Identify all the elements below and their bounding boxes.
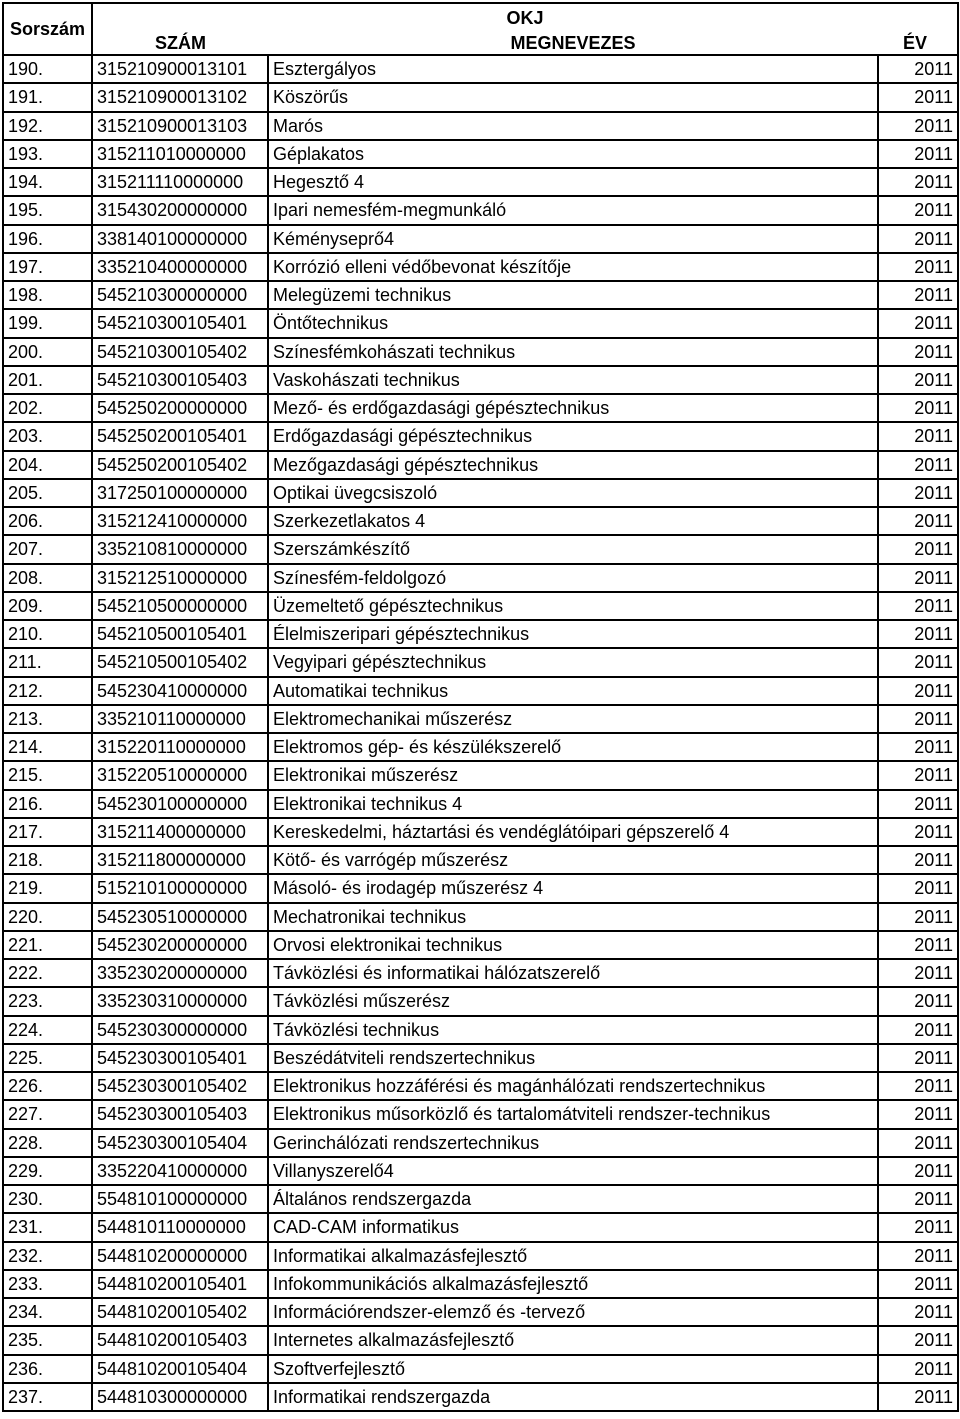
row-number: 217. xyxy=(3,818,92,846)
row-number: 230. xyxy=(3,1185,92,1213)
occupation-name: Beszédátviteli rendszertechnikus xyxy=(268,1044,878,1072)
table-row xyxy=(3,1129,958,1157)
okj-code: 335210110000000 xyxy=(92,705,268,733)
occupation-name: Villanyszerelő4 xyxy=(268,1157,878,1185)
header-sorszam: Sorszám xyxy=(3,3,92,55)
year: 2011 xyxy=(878,168,958,196)
row-number: 204. xyxy=(3,451,92,479)
row-number: 197. xyxy=(3,253,92,281)
okj-code: 545210300105401 xyxy=(92,309,268,337)
year: 2011 xyxy=(878,281,958,309)
header-megnevezes: MEGNEVEZES xyxy=(268,31,878,55)
year: 2011 xyxy=(878,1213,958,1241)
table-row xyxy=(3,733,958,761)
occupation-name: Esztergályos xyxy=(268,55,878,83)
okj-code: 315220510000000 xyxy=(92,761,268,789)
year: 2011 xyxy=(878,818,958,846)
table-row xyxy=(3,1298,958,1326)
table-row xyxy=(3,1044,958,1072)
table-row xyxy=(3,1213,958,1241)
okj-code: 315430200000000 xyxy=(92,196,268,224)
table-row xyxy=(3,83,958,111)
year: 2011 xyxy=(878,1326,958,1354)
okj-code: 335210810000000 xyxy=(92,535,268,563)
year: 2011 xyxy=(878,790,958,818)
table-row xyxy=(3,1270,958,1298)
table-row xyxy=(3,535,958,563)
row-number: 237. xyxy=(3,1383,92,1411)
row-number: 196. xyxy=(3,225,92,253)
occupation-name: Optikai üvegcsiszoló xyxy=(268,479,878,507)
row-number: 192. xyxy=(3,112,92,140)
row-number: 222. xyxy=(3,959,92,987)
row-number: 210. xyxy=(3,620,92,648)
table-row xyxy=(3,931,958,959)
occupation-name: Informatikai rendszergazda xyxy=(268,1383,878,1411)
occupation-name: Elektronikai technikus 4 xyxy=(268,790,878,818)
year: 2011 xyxy=(878,140,958,168)
table-row xyxy=(3,112,958,140)
table-row xyxy=(3,309,958,337)
year: 2011 xyxy=(878,366,958,394)
table-row xyxy=(3,790,958,818)
table-row xyxy=(3,620,958,648)
occupation-name: Öntőtechnikus xyxy=(268,309,878,337)
table-row xyxy=(3,648,958,676)
okj-code: 545230300105403 xyxy=(92,1100,268,1128)
row-number: 226. xyxy=(3,1072,92,1100)
year: 2011 xyxy=(878,309,958,337)
year: 2011 xyxy=(878,564,958,592)
occupation-name: Kéményseprő4 xyxy=(268,225,878,253)
occupation-name: Általános rendszergazda xyxy=(268,1185,878,1213)
year: 2011 xyxy=(878,761,958,789)
table-row xyxy=(3,959,958,987)
row-number: 201. xyxy=(3,366,92,394)
year: 2011 xyxy=(878,1100,958,1128)
okj-code: 315210900013102 xyxy=(92,83,268,111)
year: 2011 xyxy=(878,1383,958,1411)
occupation-name: Korrózió elleni védőbevonat készítője xyxy=(268,253,878,281)
occupation-name: Üzemeltető gépésztechnikus xyxy=(268,592,878,620)
table-row xyxy=(3,479,958,507)
row-number: 221. xyxy=(3,931,92,959)
occupation-name: Elektronikai műszerész xyxy=(268,761,878,789)
okj-code: 545210300000000 xyxy=(92,281,268,309)
row-number: 195. xyxy=(3,196,92,224)
occupation-name: Gerinchálózati rendszertechnikus xyxy=(268,1129,878,1157)
table-row xyxy=(3,1100,958,1128)
okj-code: 315211400000000 xyxy=(92,818,268,846)
occupation-name: Hegesztő 4 xyxy=(268,168,878,196)
occupation-name: Elektronikus hozzáférési és magánhálózati rendszertechnikus xyxy=(268,1072,878,1100)
year: 2011 xyxy=(878,705,958,733)
table-row xyxy=(3,55,958,83)
row-number: 209. xyxy=(3,592,92,620)
header-szam: SZÁM xyxy=(92,31,268,55)
year: 2011 xyxy=(878,648,958,676)
row-number: 234. xyxy=(3,1298,92,1326)
okj-code: 545210500105401 xyxy=(92,620,268,648)
table-row xyxy=(3,677,958,705)
okj-code: 545230300000000 xyxy=(92,1016,268,1044)
okj-code: 545250200105402 xyxy=(92,451,268,479)
okj-code: 545210500105402 xyxy=(92,648,268,676)
table-row xyxy=(3,1185,958,1213)
occupation-name: Internetes alkalmazásfejlesztő xyxy=(268,1326,878,1354)
occupation-name: Orvosi elektronikai technikus xyxy=(268,931,878,959)
row-number: 190. xyxy=(3,55,92,83)
row-number: 219. xyxy=(3,874,92,902)
occupation-name: Köszörűs xyxy=(268,83,878,111)
okj-code: 545230200000000 xyxy=(92,931,268,959)
table-row xyxy=(3,987,958,1015)
row-number: 211. xyxy=(3,648,92,676)
year: 2011 xyxy=(878,1242,958,1270)
table-row xyxy=(3,140,958,168)
table-row xyxy=(3,592,958,620)
occupation-name: Automatikai technikus xyxy=(268,677,878,705)
okj-code: 544810200105404 xyxy=(92,1355,268,1383)
occupation-name: Marós xyxy=(268,112,878,140)
table-row xyxy=(3,366,958,394)
table-row xyxy=(3,818,958,846)
okj-code: 544810110000000 xyxy=(92,1213,268,1241)
occupation-name: Vaskohászati technikus xyxy=(268,366,878,394)
occupation-name: Melegüzemi technikus xyxy=(268,281,878,309)
year: 2011 xyxy=(878,338,958,366)
year: 2011 xyxy=(878,507,958,535)
okj-code: 545230410000000 xyxy=(92,677,268,705)
row-number: 220. xyxy=(3,903,92,931)
occupation-name: Infokommunikációs alkalmazásfejlesztő xyxy=(268,1270,878,1298)
year: 2011 xyxy=(878,225,958,253)
year: 2011 xyxy=(878,846,958,874)
okj-code: 545210300105403 xyxy=(92,366,268,394)
year: 2011 xyxy=(878,83,958,111)
okj-code: 544810200105402 xyxy=(92,1298,268,1326)
okj-code: 335230310000000 xyxy=(92,987,268,1015)
okj-code: 545230300105402 xyxy=(92,1072,268,1100)
occupation-name: Színesfémkohászati technikus xyxy=(268,338,878,366)
occupation-name: Szoftverfejlesztő xyxy=(268,1355,878,1383)
year: 2011 xyxy=(878,196,958,224)
row-number: 213. xyxy=(3,705,92,733)
okj-code: 315210900013101 xyxy=(92,55,268,83)
table-row xyxy=(3,1242,958,1270)
table-body xyxy=(3,55,958,1411)
table-row xyxy=(3,253,958,281)
okj-code: 315210900013103 xyxy=(92,112,268,140)
occupation-name: Szerkezetlakatos 4 xyxy=(268,507,878,535)
occupation-name: Információrendszer-elemző és -tervező xyxy=(268,1298,878,1326)
occupation-name: CAD-CAM informatikus xyxy=(268,1213,878,1241)
year: 2011 xyxy=(878,733,958,761)
year: 2011 xyxy=(878,1044,958,1072)
okj-code: 315212510000000 xyxy=(92,564,268,592)
row-number: 194. xyxy=(3,168,92,196)
row-number: 225. xyxy=(3,1044,92,1072)
year: 2011 xyxy=(878,394,958,422)
okj-code: 544810300000000 xyxy=(92,1383,268,1411)
row-number: 215. xyxy=(3,761,92,789)
row-number: 216. xyxy=(3,790,92,818)
year: 2011 xyxy=(878,253,958,281)
okj-code: 545230300105401 xyxy=(92,1044,268,1072)
row-number: 199. xyxy=(3,309,92,337)
okj-code: 545210300105402 xyxy=(92,338,268,366)
okj-code: 315212410000000 xyxy=(92,507,268,535)
occupation-name: Elektromos gép- és készülékszerelő xyxy=(268,733,878,761)
row-number: 212. xyxy=(3,677,92,705)
row-number: 203. xyxy=(3,422,92,450)
okj-code: 335210400000000 xyxy=(92,253,268,281)
okj-code: 544810200105401 xyxy=(92,1270,268,1298)
occupation-name: Elektromechanikai műszerész xyxy=(268,705,878,733)
year: 2011 xyxy=(878,1157,958,1185)
header-ev: ÉV xyxy=(878,31,958,55)
table-row xyxy=(3,168,958,196)
year: 2011 xyxy=(878,1298,958,1326)
occupation-name: Mezőgazdasági gépésztechnikus xyxy=(268,451,878,479)
row-number: 233. xyxy=(3,1270,92,1298)
occupation-name: Erdőgazdasági gépésztechnikus xyxy=(268,422,878,450)
okj-code: 338140100000000 xyxy=(92,225,268,253)
year: 2011 xyxy=(878,677,958,705)
year: 2011 xyxy=(878,1129,958,1157)
year: 2011 xyxy=(878,931,958,959)
occupation-name: Kötő- és varrógép műszerész xyxy=(268,846,878,874)
year: 2011 xyxy=(878,1355,958,1383)
row-number: 236. xyxy=(3,1355,92,1383)
okj-code: 545230510000000 xyxy=(92,903,268,931)
okj-code: 335220410000000 xyxy=(92,1157,268,1185)
okj-code: 315211800000000 xyxy=(92,846,268,874)
table-row xyxy=(3,874,958,902)
row-number: 214. xyxy=(3,733,92,761)
occupation-name: Informatikai alkalmazásfejlesztő xyxy=(268,1242,878,1270)
year: 2011 xyxy=(878,592,958,620)
occupation-name: Távközlési technikus xyxy=(268,1016,878,1044)
row-number: 207. xyxy=(3,535,92,563)
table-row xyxy=(3,281,958,309)
table-row xyxy=(3,705,958,733)
table-row xyxy=(3,196,958,224)
table-header xyxy=(3,3,958,55)
table-row xyxy=(3,394,958,422)
year: 2011 xyxy=(878,1016,958,1044)
year: 2011 xyxy=(878,479,958,507)
year: 2011 xyxy=(878,55,958,83)
row-number: 206. xyxy=(3,507,92,535)
okj-code: 554810100000000 xyxy=(92,1185,268,1213)
table-row xyxy=(3,1016,958,1044)
okj-code: 515210100000000 xyxy=(92,874,268,902)
okj-code: 544810200105403 xyxy=(92,1326,268,1354)
row-number: 193. xyxy=(3,140,92,168)
okj-code: 315211010000000 xyxy=(92,140,268,168)
table-row xyxy=(3,1157,958,1185)
year: 2011 xyxy=(878,535,958,563)
year: 2011 xyxy=(878,987,958,1015)
row-number: 232. xyxy=(3,1242,92,1270)
table-row xyxy=(3,451,958,479)
row-number: 200. xyxy=(3,338,92,366)
row-number: 191. xyxy=(3,83,92,111)
year: 2011 xyxy=(878,903,958,931)
table-row xyxy=(3,338,958,366)
okj-code: 545230300105404 xyxy=(92,1129,268,1157)
table-row xyxy=(3,1326,958,1354)
okj-code: 545250200105401 xyxy=(92,422,268,450)
table-row xyxy=(3,846,958,874)
occupation-name: Vegyipari gépésztechnikus xyxy=(268,648,878,676)
okj-code: 317250100000000 xyxy=(92,479,268,507)
table-row xyxy=(3,1072,958,1100)
table-row xyxy=(3,1383,958,1411)
year: 2011 xyxy=(878,112,958,140)
okj-code: 545210500000000 xyxy=(92,592,268,620)
occupation-name: Géplakatos xyxy=(268,140,878,168)
row-number: 229. xyxy=(3,1157,92,1185)
year: 2011 xyxy=(878,1270,958,1298)
year: 2011 xyxy=(878,451,958,479)
row-number: 218. xyxy=(3,846,92,874)
occupation-name: Másoló- és irodagép műszerész 4 xyxy=(268,874,878,902)
occupation-name: Távközlési műszerész xyxy=(268,987,878,1015)
row-number: 198. xyxy=(3,281,92,309)
occupation-name: Szerszámkészítő xyxy=(268,535,878,563)
okj-code: 315211110000000 xyxy=(92,168,268,196)
table-row xyxy=(3,507,958,535)
okj-table xyxy=(2,2,959,1412)
okj-code: 544810200000000 xyxy=(92,1242,268,1270)
year: 2011 xyxy=(878,620,958,648)
occupation-name: Ipari nemesfém-megmunkáló xyxy=(268,196,878,224)
table-row xyxy=(3,903,958,931)
okj-code: 315220110000000 xyxy=(92,733,268,761)
table-row xyxy=(3,422,958,450)
row-number: 235. xyxy=(3,1326,92,1354)
table-row xyxy=(3,761,958,789)
occupation-name: Színesfém-feldolgozó xyxy=(268,564,878,592)
occupation-name: Kereskedelmi, háztartási és vendéglátóipari gépszerelő 4 xyxy=(268,818,878,846)
year: 2011 xyxy=(878,959,958,987)
header-okj: OKJ xyxy=(92,3,958,31)
occupation-name: Távközlési és informatikai hálózatszerelő xyxy=(268,959,878,987)
row-number: 223. xyxy=(3,987,92,1015)
occupation-name: Mező- és erdőgazdasági gépésztechnikus xyxy=(268,394,878,422)
occupation-name: Élelmiszeripari gépésztechnikus xyxy=(268,620,878,648)
year: 2011 xyxy=(878,1185,958,1213)
occupation-name: Mechatronikai technikus xyxy=(268,903,878,931)
year: 2011 xyxy=(878,1072,958,1100)
year: 2011 xyxy=(878,874,958,902)
row-number: 228. xyxy=(3,1129,92,1157)
okj-code: 545230100000000 xyxy=(92,790,268,818)
okj-code: 545250200000000 xyxy=(92,394,268,422)
row-number: 227. xyxy=(3,1100,92,1128)
table-row xyxy=(3,225,958,253)
row-number: 231. xyxy=(3,1213,92,1241)
row-number: 208. xyxy=(3,564,92,592)
occupation-name: Elektronikus műsorközlő és tartalomátviteli rendszer-technikus xyxy=(268,1100,878,1128)
okj-code: 335230200000000 xyxy=(92,959,268,987)
table-row xyxy=(3,564,958,592)
table-row xyxy=(3,1355,958,1383)
year: 2011 xyxy=(878,422,958,450)
row-number: 224. xyxy=(3,1016,92,1044)
row-number: 205. xyxy=(3,479,92,507)
row-number: 202. xyxy=(3,394,92,422)
